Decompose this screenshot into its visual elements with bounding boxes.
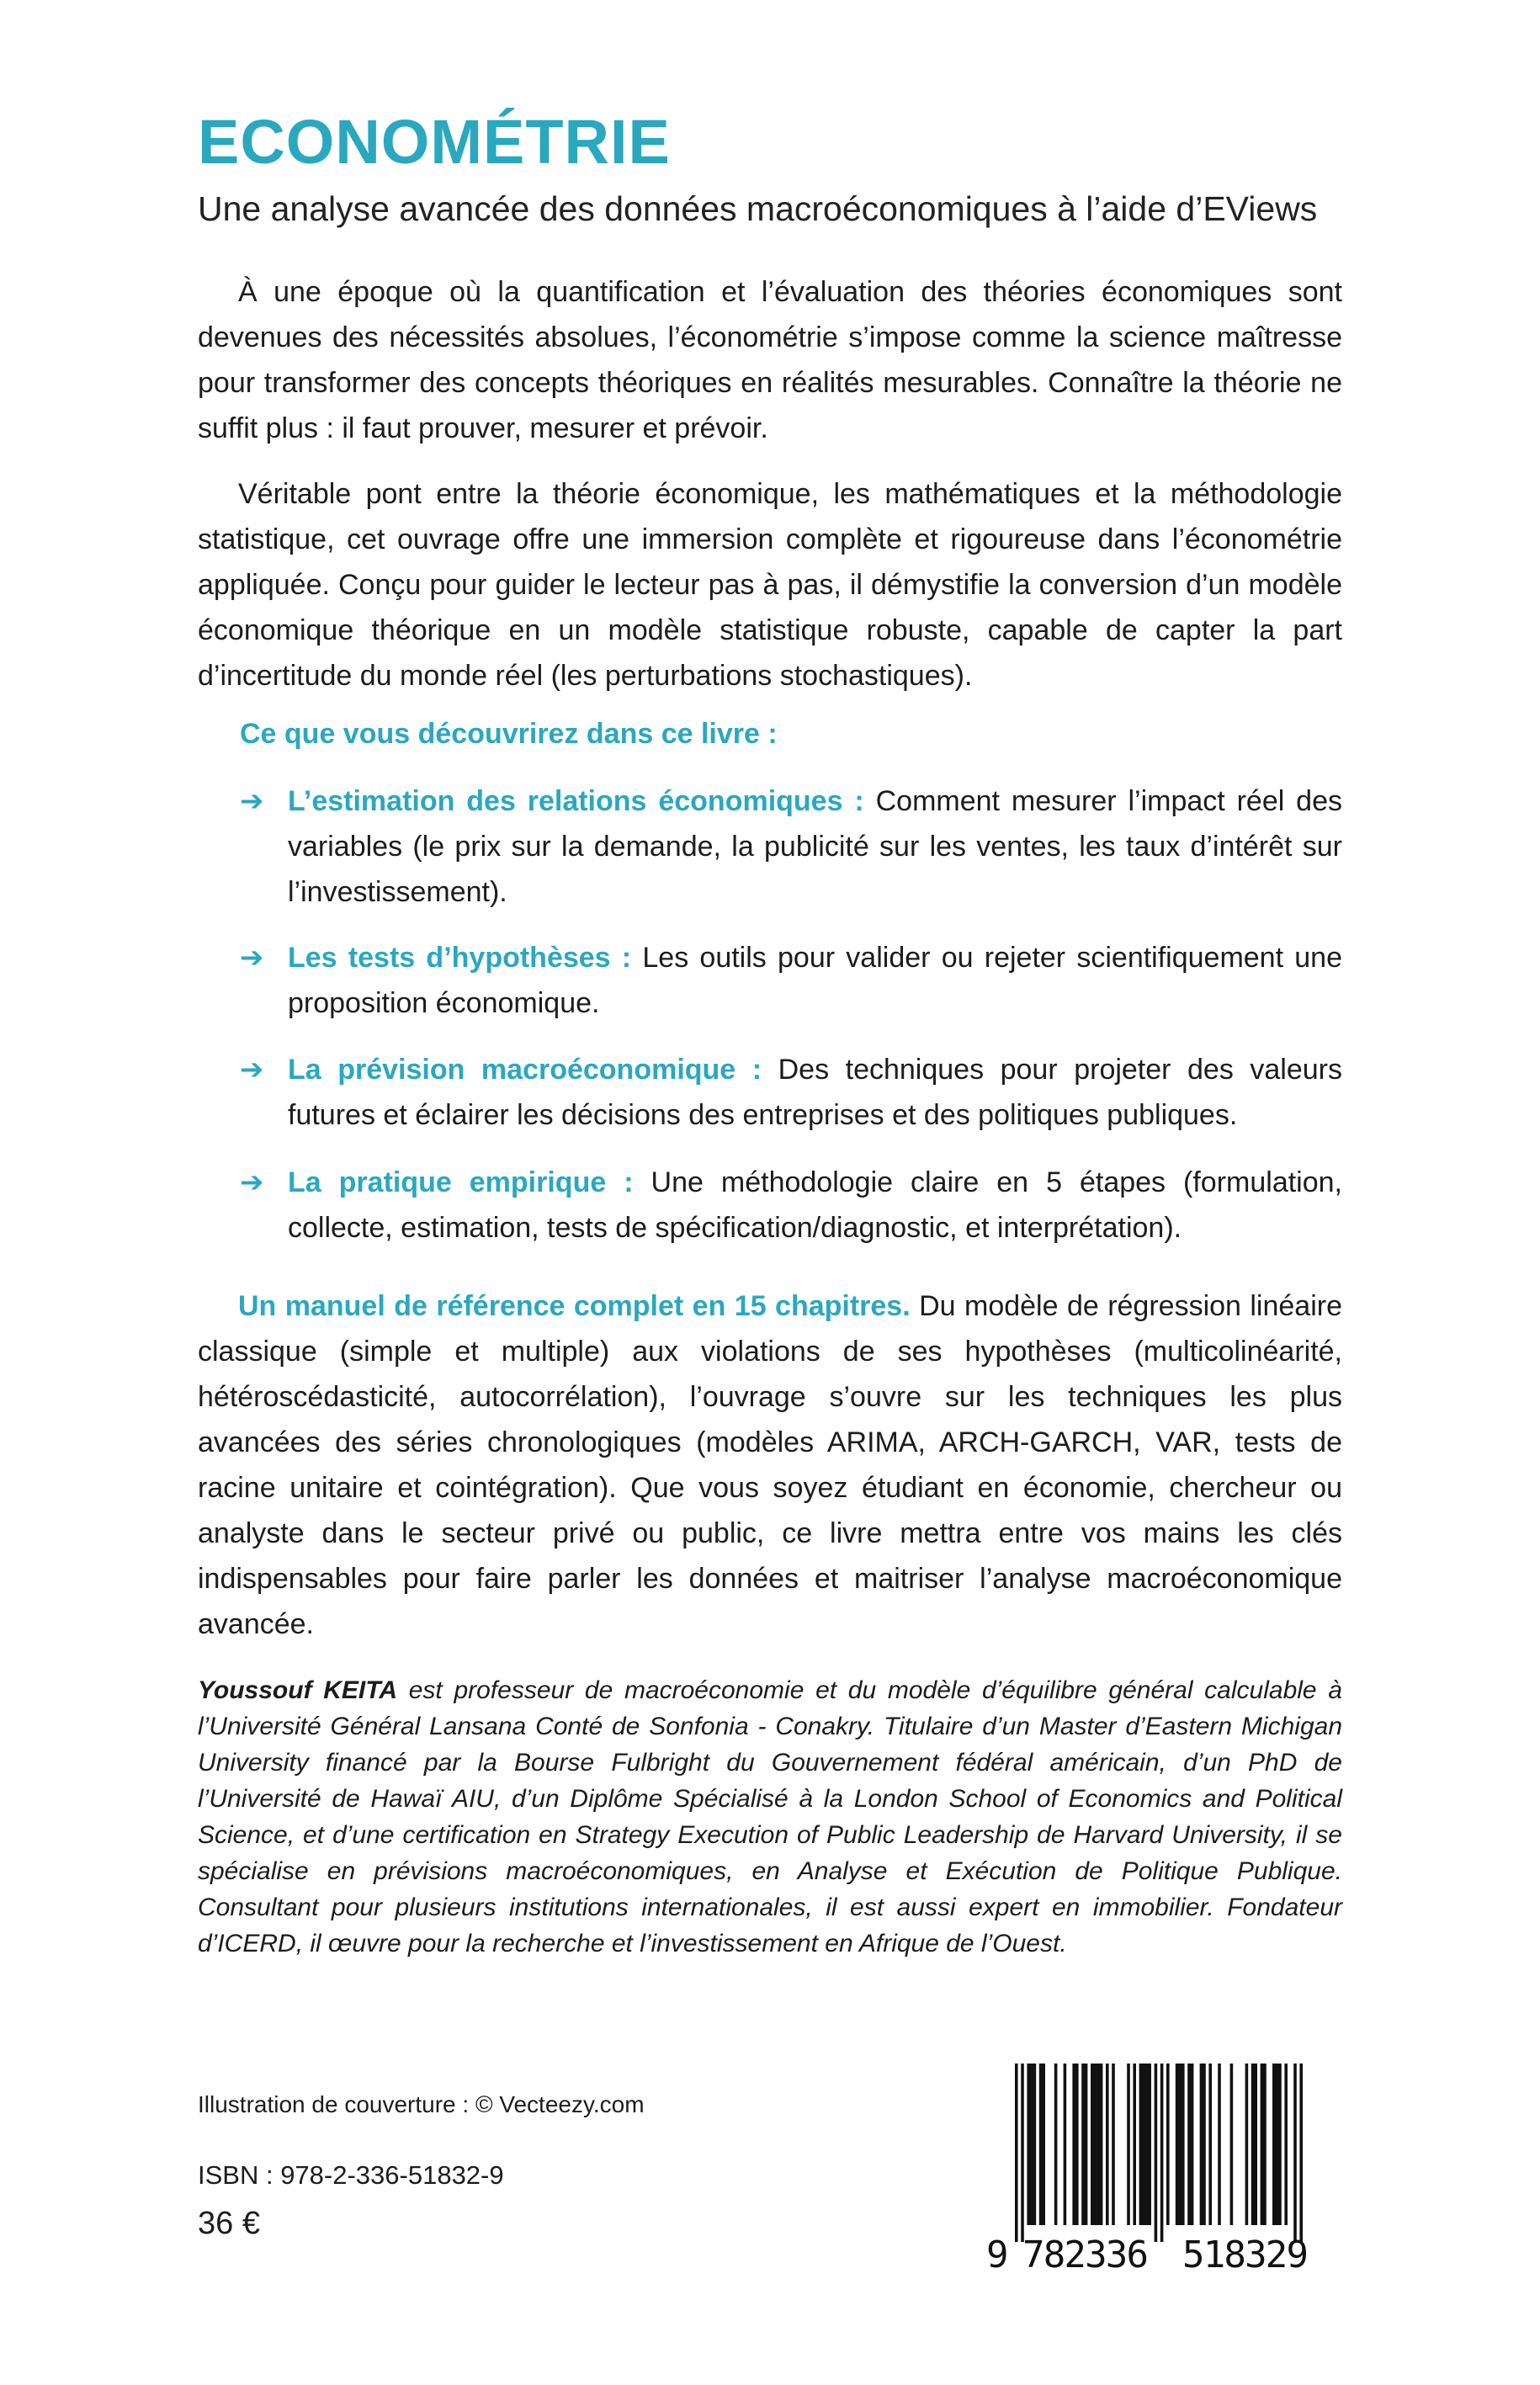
bullet-description: Comment mesurer l’impact réel des variables (le prix sur la demande, la publicité sur les ventes, les taux d’intérêt sur l’investissement). bbox=[288, 785, 1342, 908]
bullet-heading: Les tests d’hypothèses : bbox=[288, 942, 632, 974]
barcode-bar bbox=[1072, 2064, 1078, 2225]
intro-paragraph-2: Véritable pont entre la théorie économique, les mathématiques et la méthodologie statistique, cet ouvrage offre une immersion complète et rigoureuse dans l’économétrie appliquée. Conçu pour guider le lecteur pas à pas, il démystifie la conversion d’un modèle économique théorique en un modèle statistique robuste, capable de capter la part d’incertitude du monde réel (les perturbations stochastiques). bbox=[198, 478, 1342, 692]
barcode-bar bbox=[1054, 2064, 1058, 2225]
manual-text: Du modèle de régression linéaire classique (simple et multiple) aux violations de ses hypothèses (multicolinéarité, hétéroscédasticité, autocorrélation), l’ouvrage s’ouvre sur les techniques les plus avancées des séries chronologiques (modèles ARIMA, ARCH-GARCH, VAR, tests de racine unitaire et cointégration). Que vous soyez étudiant en économie, chercheur ou analyste dans le secteur privé ou public, ce livre mettra entre vos mains les clés indispensables pour faire parler les données et maitriser l’analyse macroéconomique avancée. bbox=[198, 1290, 1342, 1640]
barcode-bar bbox=[1176, 2064, 1185, 2225]
barcode-bar bbox=[1166, 2064, 1170, 2225]
book-subtitle: Une analyse avancée des données macroéconomiques à l’aide d’EViews bbox=[198, 189, 1318, 228]
bullet-text bbox=[288, 1047, 1342, 1138]
section-heading: Ce que vous découvrirez dans ce livre : bbox=[240, 718, 778, 750]
bullet-heading: L’estimation des relations économiques : bbox=[288, 785, 864, 817]
author-bio-text: est professeur de macroéconomie et du modèle d’équilibre général calculable à l’Université Général Lansana Conté de Sonfonia - Conakry. Titulaire d’un Master d’Eastern Michigan University financé par la Bourse Fulbright du Gouvernement fédéral américain, d’un PhD de l’Université de Hawaï AIU, d’un Diplôme Spécialisé à la London School of Economics and Political Science, et d’une certification en Strategy Execution of Public Leadership de Harvard University, il se spécialise en prévisions macroéconomiques, en Analyse et Exécution de Politique Publique. Consultant pour plusieurs institutions internationales, il est aussi expert en immobilier. Fondateur d’ICERD, il œuvre pour la recherche et l’investissement en Afrique de l’Ouest. bbox=[198, 1676, 1342, 1957]
isbn: ISBN : 978-2-336-51832-9 bbox=[198, 2160, 504, 2190]
barcode-bar bbox=[1218, 2064, 1221, 2225]
barcode-bar bbox=[1027, 2064, 1036, 2225]
author-name: Youssouf KEITA bbox=[198, 1676, 398, 1704]
barcode-bar bbox=[1261, 2064, 1267, 2225]
barcode-bar bbox=[1272, 2064, 1282, 2225]
bullet-item bbox=[240, 935, 1342, 1026]
price: 36 € bbox=[198, 2206, 260, 2241]
barcode-bar bbox=[1133, 2064, 1136, 2225]
manual-lead: Un manuel de référence complet en 15 chapitres. bbox=[238, 1290, 911, 1322]
barcode-bar bbox=[1106, 2064, 1109, 2225]
bullet-description: Les outils pour valider ou rejeter scientifiquement une proposition économique. bbox=[288, 942, 1342, 1019]
barcode-bar bbox=[1021, 2064, 1024, 2242]
bullet-description: Une méthodologie claire en 5 étapes (formulation, collecte, estimation, tests de spécification/diagnostic, et interprétation). bbox=[288, 1166, 1342, 1244]
barcode-bar bbox=[1299, 2064, 1303, 2242]
barcode-right-digits: 518329 bbox=[1182, 2234, 1309, 2274]
illustration-credit: Illustration de couverture : © Vecteezy.com bbox=[198, 2091, 645, 2117]
bullet-item bbox=[240, 778, 1342, 915]
author-bio bbox=[198, 1672, 1342, 1962]
arrow-right-icon: ➔ bbox=[240, 1166, 264, 1198]
barcode-bar bbox=[1139, 2064, 1151, 2225]
barcode-bar bbox=[1208, 2064, 1212, 2225]
barcode-bar bbox=[1112, 2064, 1115, 2225]
barcode-bar bbox=[1284, 2064, 1288, 2225]
barcode-bar bbox=[1064, 2064, 1067, 2225]
intro-paragraph-1: À une époque où la quantification et l’évaluation des théories économiques sont devenues des nécessités absolues, l’économétrie s’impose comme la science maîtresse pour transformer des concepts théoriques en réalités mesurables. Connaître la théorie ne suffit plus : il faut prouver, mesurer et prévoir. bbox=[198, 276, 1342, 444]
book-title: ECONOMÉTRIE bbox=[198, 107, 671, 177]
bullet-text bbox=[288, 935, 1342, 1026]
bullet-description: Des techniques pour projeter des valeurs futures et éclairer les décisions des entreprises et des politiques publiques. bbox=[288, 1054, 1342, 1131]
barcode-bar bbox=[1081, 2064, 1087, 2225]
barcode-bar bbox=[1039, 2064, 1045, 2225]
barcode-bar bbox=[1015, 2064, 1018, 2242]
barcode bbox=[983, 2064, 1341, 2274]
barcode-bar bbox=[1200, 2064, 1206, 2225]
bullet-text bbox=[288, 778, 1342, 915]
barcode-bar bbox=[1127, 2064, 1130, 2225]
arrow-right-icon: ➔ bbox=[240, 942, 264, 974]
barcode-bar bbox=[1160, 2064, 1164, 2242]
arrow-right-icon: ➔ bbox=[240, 785, 264, 817]
bullet-item bbox=[240, 1160, 1342, 1251]
barcode-bars bbox=[1015, 2064, 1303, 2242]
bullet-text bbox=[288, 1160, 1342, 1251]
barcode-bar bbox=[1187, 2064, 1193, 2225]
barcode-bar bbox=[1251, 2064, 1257, 2225]
bullet-item bbox=[240, 1047, 1342, 1138]
arrow-right-icon: ➔ bbox=[240, 1054, 264, 1086]
manual-paragraph bbox=[198, 1283, 1342, 1647]
bullet-heading: La prévision macroéconomique : bbox=[288, 1054, 762, 1086]
barcode-left-digits: 782336 bbox=[1022, 2234, 1149, 2274]
barcode-bar bbox=[1293, 2064, 1297, 2242]
barcode-bar bbox=[1230, 2064, 1234, 2225]
barcode-bar bbox=[1155, 2064, 1158, 2242]
barcode-first-digit: 9 bbox=[986, 2234, 1009, 2274]
barcode-bar bbox=[1091, 2064, 1102, 2225]
bullet-heading: La pratique empirique : bbox=[288, 1166, 634, 1198]
barcode-bar bbox=[1245, 2064, 1249, 2225]
